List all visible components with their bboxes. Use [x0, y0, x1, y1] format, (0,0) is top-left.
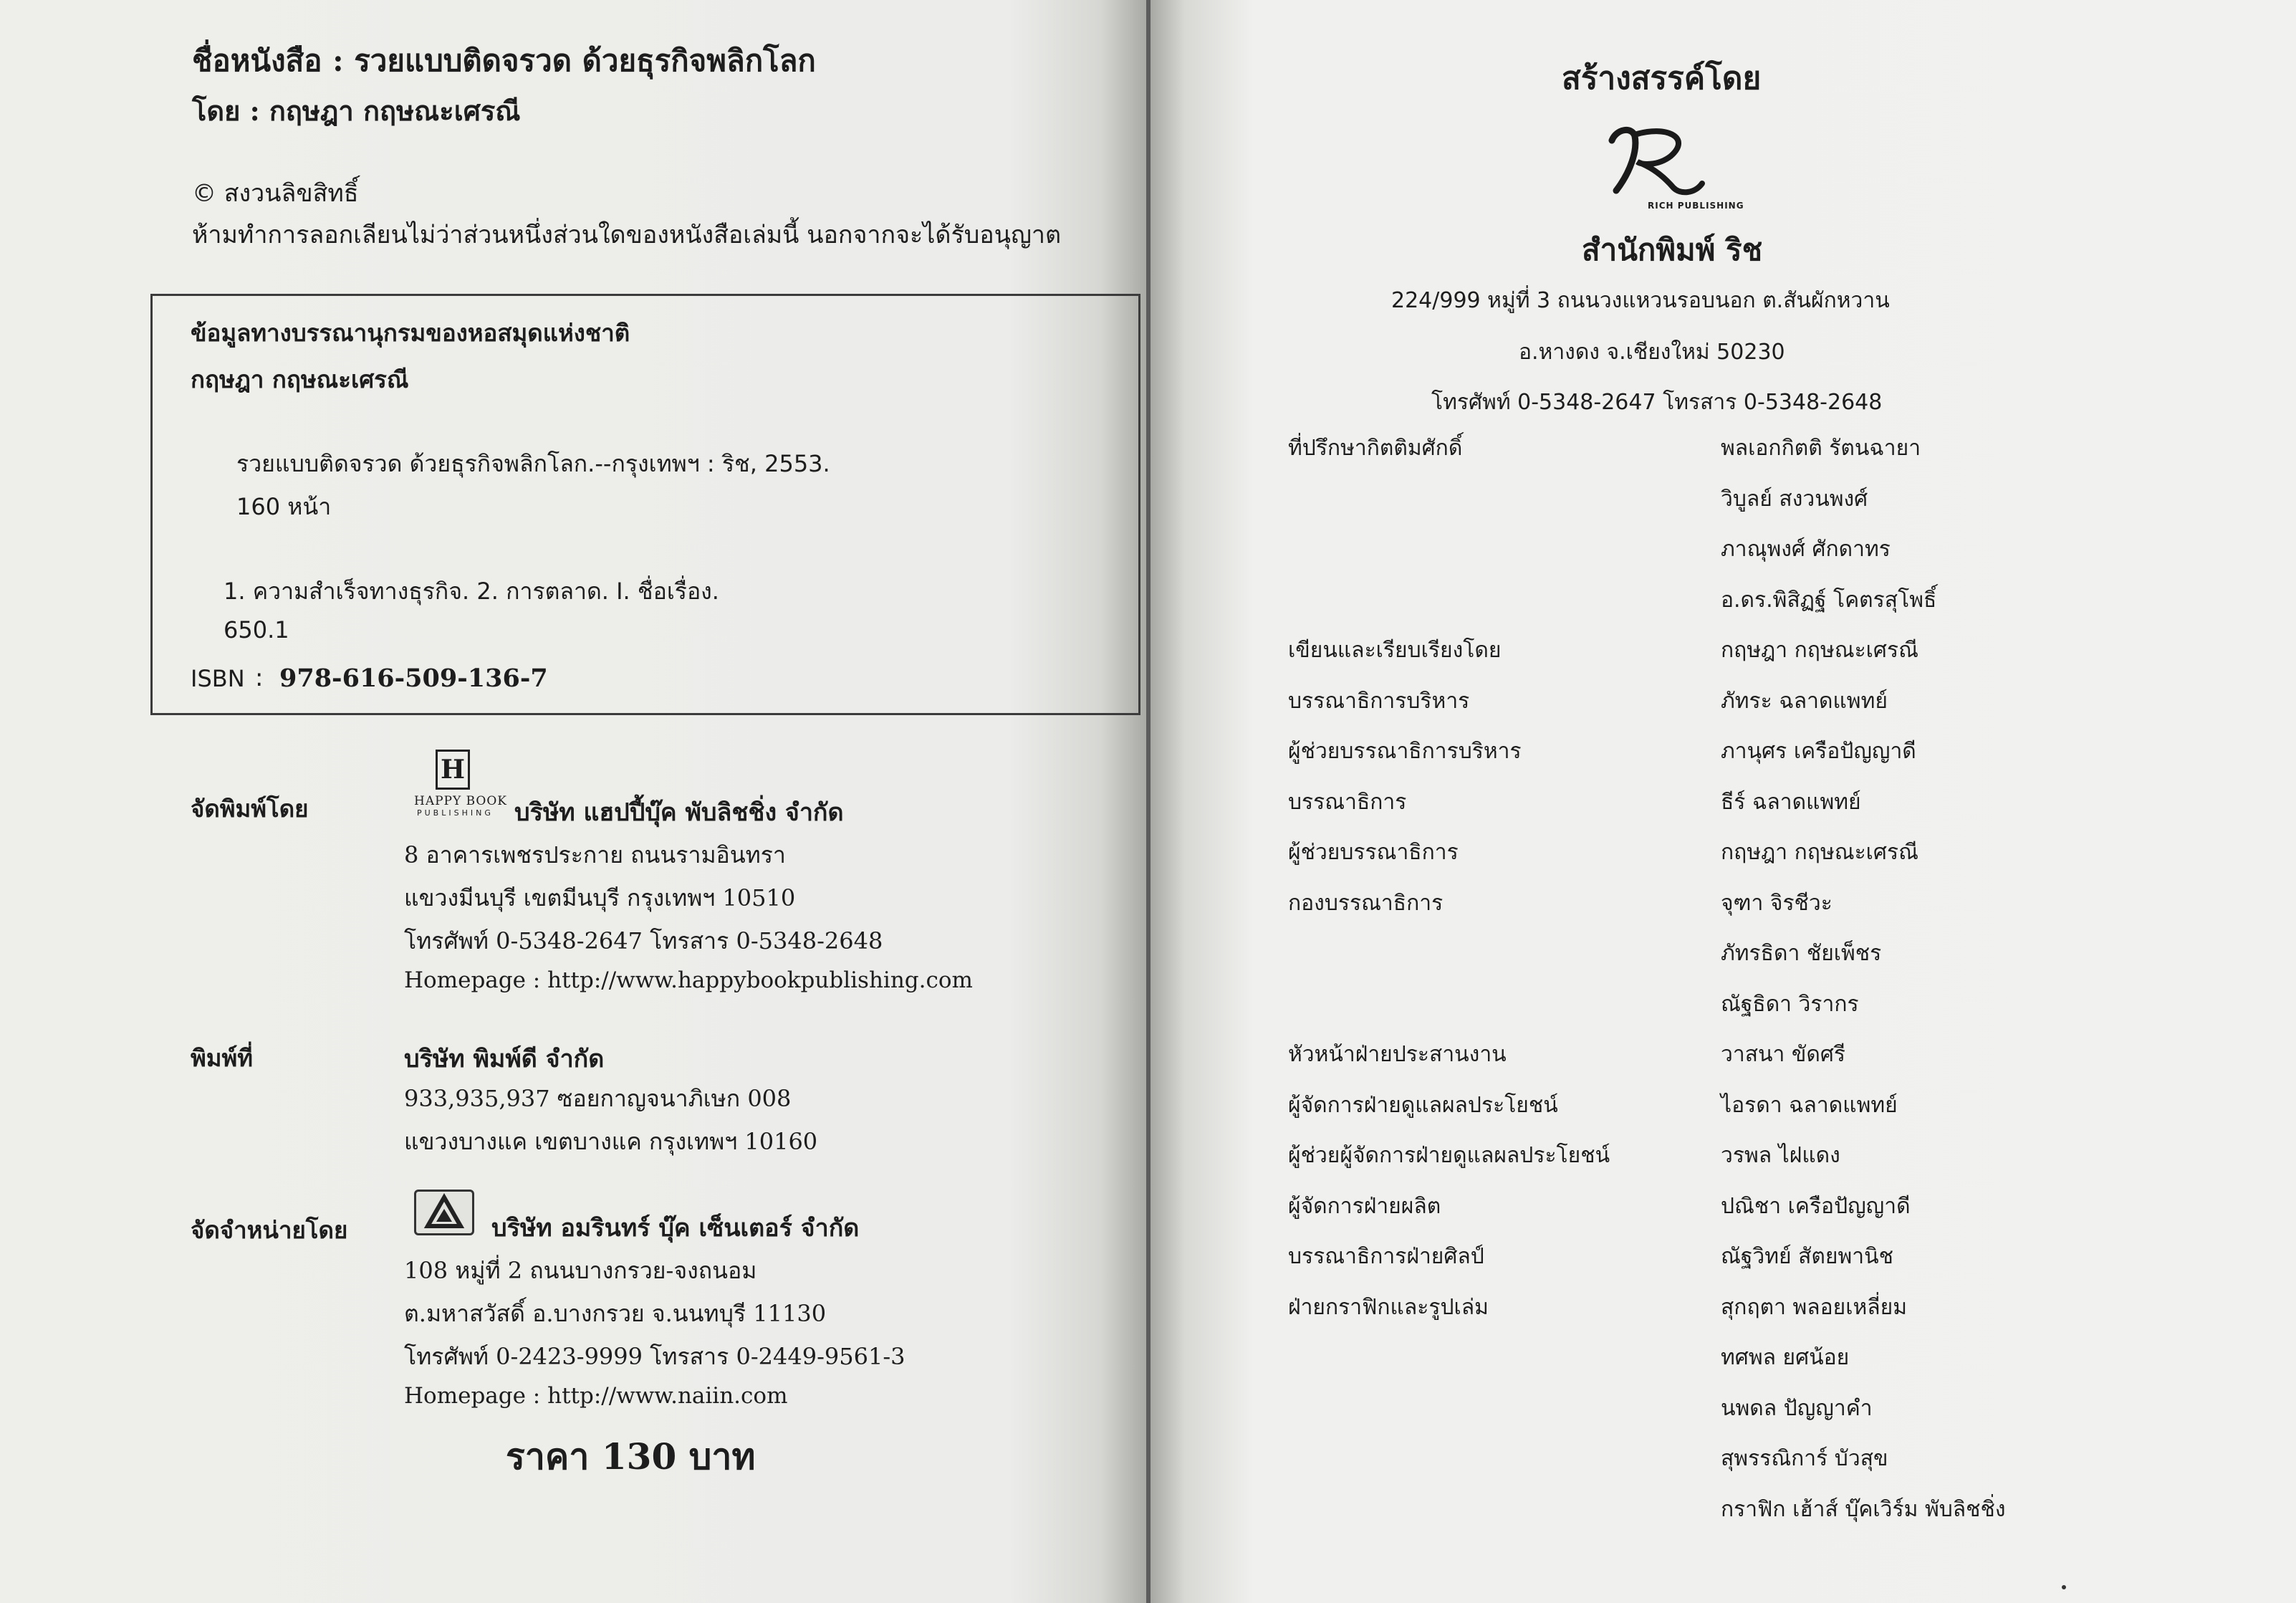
- cip-title-entry: รวยแบบติดจรวด ด้วยธุรกิจพลิกโลก.--กรุงเทพฯ : ริช, 2553.: [236, 450, 830, 477]
- rich-address-2: อ.หางดง จ.เชียงใหม่ 50230: [1519, 340, 1785, 365]
- publisher-name: บริษัท แฮปปี้บุ๊ค พับลิชชิ่ง จำกัด: [514, 798, 844, 827]
- happy-book-logo-subtext: PUBLISHING: [417, 808, 494, 818]
- printer-address-1: 933,935,937 ซอยกาญจนาภิเษก 008: [404, 1085, 792, 1112]
- cip-pages: 160 หน้า: [236, 493, 332, 520]
- publisher-address-1: 8 อาคารเพชรประกาย ถนนรามอินทรา: [404, 841, 786, 869]
- happy-book-logo-letter: H: [436, 750, 470, 790]
- credit-name: ไอรดา ฉลาดแพทย์: [1721, 1093, 1898, 1118]
- created-by-heading: สร้างสรรค์โดย: [1562, 60, 1762, 97]
- distributor-address-2: ต.มหาสวัสดิ์ อ.บางกรวย จ.นนทบุรี 11130: [404, 1300, 827, 1327]
- credit-role: ผู้ช่วยผู้จัดการฝ่ายดูแลผลประโยชน์: [1288, 1143, 1610, 1168]
- credit-name: ณัฐวิทย์ สัตยพานิช: [1721, 1244, 1893, 1269]
- credit-name: พลเอกกิตติ รัตนฉายา: [1721, 436, 1921, 461]
- cip-heading: ข้อมูลทางบรรณานุกรมของหอสมุดแห่งชาติ: [191, 319, 630, 347]
- credit-role: กองบรรณาธิการ: [1288, 891, 1444, 916]
- publisher-homepage: Homepage : http://www.happybookpublishing.com: [404, 967, 973, 993]
- distributor-label: จัดจำหน่ายโดย: [191, 1216, 348, 1244]
- credit-name: ปณิชา เครือปัญญาดี: [1721, 1194, 1911, 1219]
- publisher-name-right: สำนักพิมพ์ ริช: [1582, 232, 1763, 267]
- credit-name: ภานุศร เครือปัญญาดี: [1721, 739, 1916, 764]
- credit-role: ที่ปรึกษากิตติมศักดิ์: [1288, 436, 1463, 461]
- credit-name: อ.ดร.พิสิฏฐ์ โคตรสุโพธิ์: [1721, 588, 1937, 613]
- author-line: โดย : กฤษฎา กฤษณะเศรณี: [192, 95, 521, 127]
- credit-role: ผู้จัดการฝ่ายดูแลผลประโยชน์: [1288, 1093, 1558, 1118]
- credit-name: กราฟิก เฮ้าส์ บุ๊คเวิร์ม พับลิชชิ่ง: [1721, 1497, 2006, 1522]
- credit-role: ผู้ช่วยบรรณาธิการบริหาร: [1288, 739, 1522, 764]
- distributor-address-1: 108 หมู่ที่ 2 ถนนบางกรวย-จงถนอม: [404, 1257, 757, 1284]
- happy-book-logo-text: HAPPY BOOK: [414, 794, 507, 808]
- rich-logo-letter: R: [1652, 167, 1653, 168]
- credit-role: หัวหน้าฝ่ายประสานงาน: [1288, 1042, 1507, 1067]
- left-page: [0, 0, 1146, 1603]
- rich-publishing-logo: [1587, 122, 1744, 215]
- isbn-separator: :: [255, 664, 264, 692]
- triangle-icon: [416, 1192, 472, 1233]
- printer-name: บริษัท พิมพ์ดี จำกัด: [404, 1045, 605, 1073]
- rich-address-1: 224/999 หมู่ที่ 3 ถนนวงแหวนรอบนอก ต.สันผักหวาน: [1391, 288, 1890, 313]
- credit-name: วาสนา ขัดศรี: [1721, 1042, 1846, 1067]
- cip-class-number: 650.1: [224, 616, 289, 643]
- credit-name: ทศพล ยศน้อย: [1721, 1345, 1850, 1370]
- book-title-line: ชื่อหนังสือ : รวยแบบติดจรวด ด้วยธุรกิจพลิกโลก: [192, 43, 816, 78]
- credit-name: นพดล ปัญญาคำ: [1721, 1396, 1873, 1421]
- rich-logo-mark: [1587, 122, 1716, 201]
- isbn-label: ISBN: [191, 665, 245, 692]
- credit-name: ภัทระ ฉลาดแพทย์: [1721, 689, 1888, 714]
- credit-role: ผู้ช่วยบรรณาธิการ: [1288, 840, 1459, 865]
- page-mark: [2062, 1585, 2066, 1589]
- rich-phone: โทรศัพท์ 0-5348-2647 โทรสาร 0-5348-2648: [1431, 390, 1883, 415]
- credit-name: ธีร์ ฉลาดแพทย์: [1721, 790, 1861, 815]
- copyright-line: © สงวนลิขสิทธิ์: [192, 179, 359, 208]
- isbn-value: 978-616-509-136-7: [279, 664, 548, 693]
- credit-name: สุกฤตา พลอยเหลี่ยม: [1721, 1295, 1908, 1320]
- price: ราคา 130 บาท: [506, 1435, 756, 1478]
- credit-role: บรรณาธิการฝ่ายศิลป์: [1288, 1244, 1484, 1269]
- publisher-address-2: แขวงมีนบุรี เขตมีนบุรี กรุงเทพฯ 10510: [404, 884, 796, 911]
- cip-subjects: 1. ความสำเร็จทางธุรกิจ. 2. การตลาด. I. ชื่อเรื่อง.: [224, 578, 719, 605]
- credit-name: กฤษฎา กฤษณะเศรณี: [1721, 840, 1918, 865]
- credit-role: ฝ่ายกราฟิกและรูปเล่ม: [1288, 1295, 1489, 1320]
- distributor-name: บริษัท อมรินทร์ บุ๊ค เซ็นเตอร์ จำกัด: [491, 1214, 860, 1243]
- printer-address-2: แขวงบางแค เขตบางแค กรุงเทพฯ 10160: [404, 1128, 818, 1155]
- printer-label: พิมพ์ที่: [191, 1044, 254, 1072]
- cip-author: กฤษฎา กฤษณะเศรณี: [191, 365, 409, 393]
- happy-book-logo: [414, 750, 507, 821]
- amarin-logo: [414, 1190, 474, 1235]
- credit-name: จุฑา จิรชีวะ: [1721, 891, 1833, 916]
- credit-name: กฤษฎา กฤษณะเศรณี: [1721, 638, 1918, 663]
- credit-name: สุพรรณิการ์ บัวสุข: [1721, 1446, 1888, 1471]
- credit-name: วิบูลย์ สงวนพงศ์: [1721, 487, 1868, 512]
- publisher-label: จัดพิมพ์โดย: [191, 795, 309, 823]
- distributor-phone: โทรศัพท์ 0-2423-9999 โทรสาร 0-2449-9561-3: [404, 1343, 906, 1370]
- copyright-notice: ห้ามทำการลอกเลียนไม่ว่าส่วนหนึ่งส่วนใดของหนังสือเล่มนี้ นอกจากจะได้รับอนุญาต: [192, 221, 1062, 249]
- credit-role: บรรณาธิการ: [1288, 790, 1407, 815]
- publisher-phone: โทรศัพท์ 0-5348-2647 โทรสาร 0-5348-2648: [404, 927, 883, 954]
- credit-role: ผู้จัดการฝ่ายผลิต: [1288, 1194, 1441, 1219]
- credit-name: ภาณุพงศ์ ศักดาทร: [1721, 537, 1891, 562]
- distributor-homepage: Homepage : http://www.naiin.com: [404, 1383, 788, 1409]
- credit-name: ณัฐธิดา วิรากร: [1721, 992, 1859, 1017]
- credit-role: บรรณาธิการบริหาร: [1288, 689, 1470, 714]
- credit-role: เขียนและเรียบเรียงโดย: [1288, 638, 1502, 663]
- credit-name: ภัทรธิดา ชัยเพ็ชร: [1721, 941, 1882, 966]
- rich-logo-subtext: RICH PUBLISHING: [1648, 201, 1744, 211]
- credit-name: วรพล ไฝแดง: [1721, 1143, 1840, 1168]
